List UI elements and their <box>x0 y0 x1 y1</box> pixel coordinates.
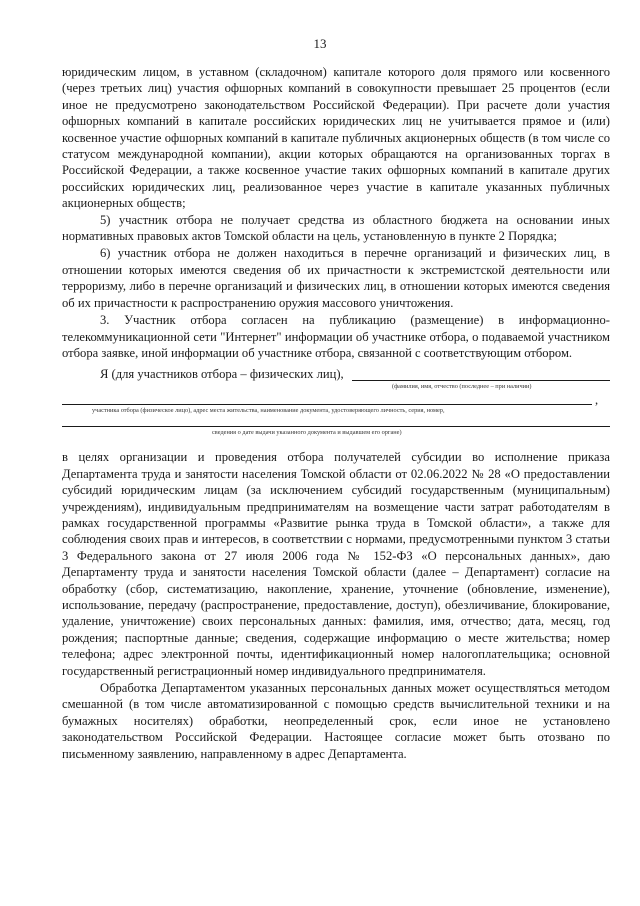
paragraph-item-6: 6) участник отбора не должен находиться в перечне организаций и физических лиц, в отношении которых имеются сведения об их причастности к экстремистской деятельности или терроризму, либо в перечне организаций и физических лиц, в отношении которых имеются сведения об их причастности к распространению оружия массового уничтожения. <box>62 246 610 310</box>
issue-caption: сведения о дате выдачи указанного документа и выдавшем его органе) <box>212 429 402 437</box>
fio-input-line[interactable] <box>352 380 610 381</box>
paragraph-processing: Обработка Департаментом указанных персональных данных может осуществляться методом смешанной (в том числе автоматизированной с помощью средств вычислительной техники и на бумажных носителях) обработки, неопределенный срок, если иное не установлено законодательством Российской Федерации. Настоящее согласие может быть отозвано по письменному заявлению, направленному в адрес Департамента. <box>62 681 610 761</box>
paragraph-consent: в целях организации и проведения отбора получателей субсидии во исполнение приказа Департамента труда и занятости населения Томской области от 02.06.2022 № 28 «О предоставлении субсидий юридическим лицам (за исключением субсидий государственным (муниципальным) учреждениям), индивидуальным предпринимателям на возмещение части затрат работодателям в рамках государственной программы «Развитие рынка труда в Томской области», а также для соблюдения своих прав и интересов, в соответствии с нормами, предусмотренными пунктом 3 статьи 3 Федерального закона от 27 июля 2006 года № 152-ФЗ «О персональных данных», даю Департаменту труда и занятости населения Томской области (далее – Департамент) согласие на обработку (сбор, систематизацию, накопление, хранение, уточнение (обновление, изменение), использование, передачу (распространение, предоставление, доступ), обезличивание, блокирование, удаление, уничтожение) своих персональных данных: фамилия, имя, отчество; дата, месяц, год рождения; паспортные данные; сведения, содержащие информацию о месте жительства; номер телефона; адрес электронной почты, идентификационный номер налогоплательщика; основной государственный регистрационный номер индивидуального предпринимателя. <box>62 450 610 678</box>
issue-input-line[interactable] <box>62 426 610 427</box>
details-caption: участника отбора (физическое лицо), адрес места жительства, наименование документа, удостоверяющего личность, серия, номер, <box>92 407 445 415</box>
consent-intro-label: Я (для участников отбора – физических лиц), <box>100 367 344 382</box>
paragraph-item-5: 5) участник отбора не получает средства из областного бюджета на основании иных нормативных правовых актов Томской области на цель, установленную в пункте 2 Порядка; <box>62 212 610 244</box>
consent-form <box>62 366 610 446</box>
line-comma: , <box>595 393 599 408</box>
page-number: 13 <box>313 36 327 51</box>
details-input-line[interactable] <box>62 404 592 405</box>
fio-caption: (фамилия, имя, отчество (последнее – при наличии) <box>392 383 532 391</box>
paragraph-clause-3: 3. Участник отбора согласен на публикацию (размещение) в информационно-телекоммуникационной сети "Интернет" информации об участнике отбора, о подаваемой участником отбора заявке, иной информации об участнике отбора, связанной с соответствующим отбором. <box>62 313 610 360</box>
paragraph-offshore-clause: юридическим лицом, в уставном (складочном) капитале которого доля прямого или косвенного (через третьих лиц) участия офшорных компаний в совокупности превышает 25 процентов (если иное не предусмотрено законодательством Российской Федерации). При расчете доли участия офшорных компаний в капитале российских юридических лиц не учитывается прямое и (или) косвенное участие офшорных компаний в капитале публичных акционерных обществ (в том числе со статусом международной компании), акции которых обращаются на организованных торгах в Российской Федерации, а также косвенное участие таких офшорных компаний в капитале других российских юридических лиц, реализованное через участие в капитале указанных публичных акционерных обществ; <box>62 65 610 211</box>
document-body <box>62 64 610 762</box>
